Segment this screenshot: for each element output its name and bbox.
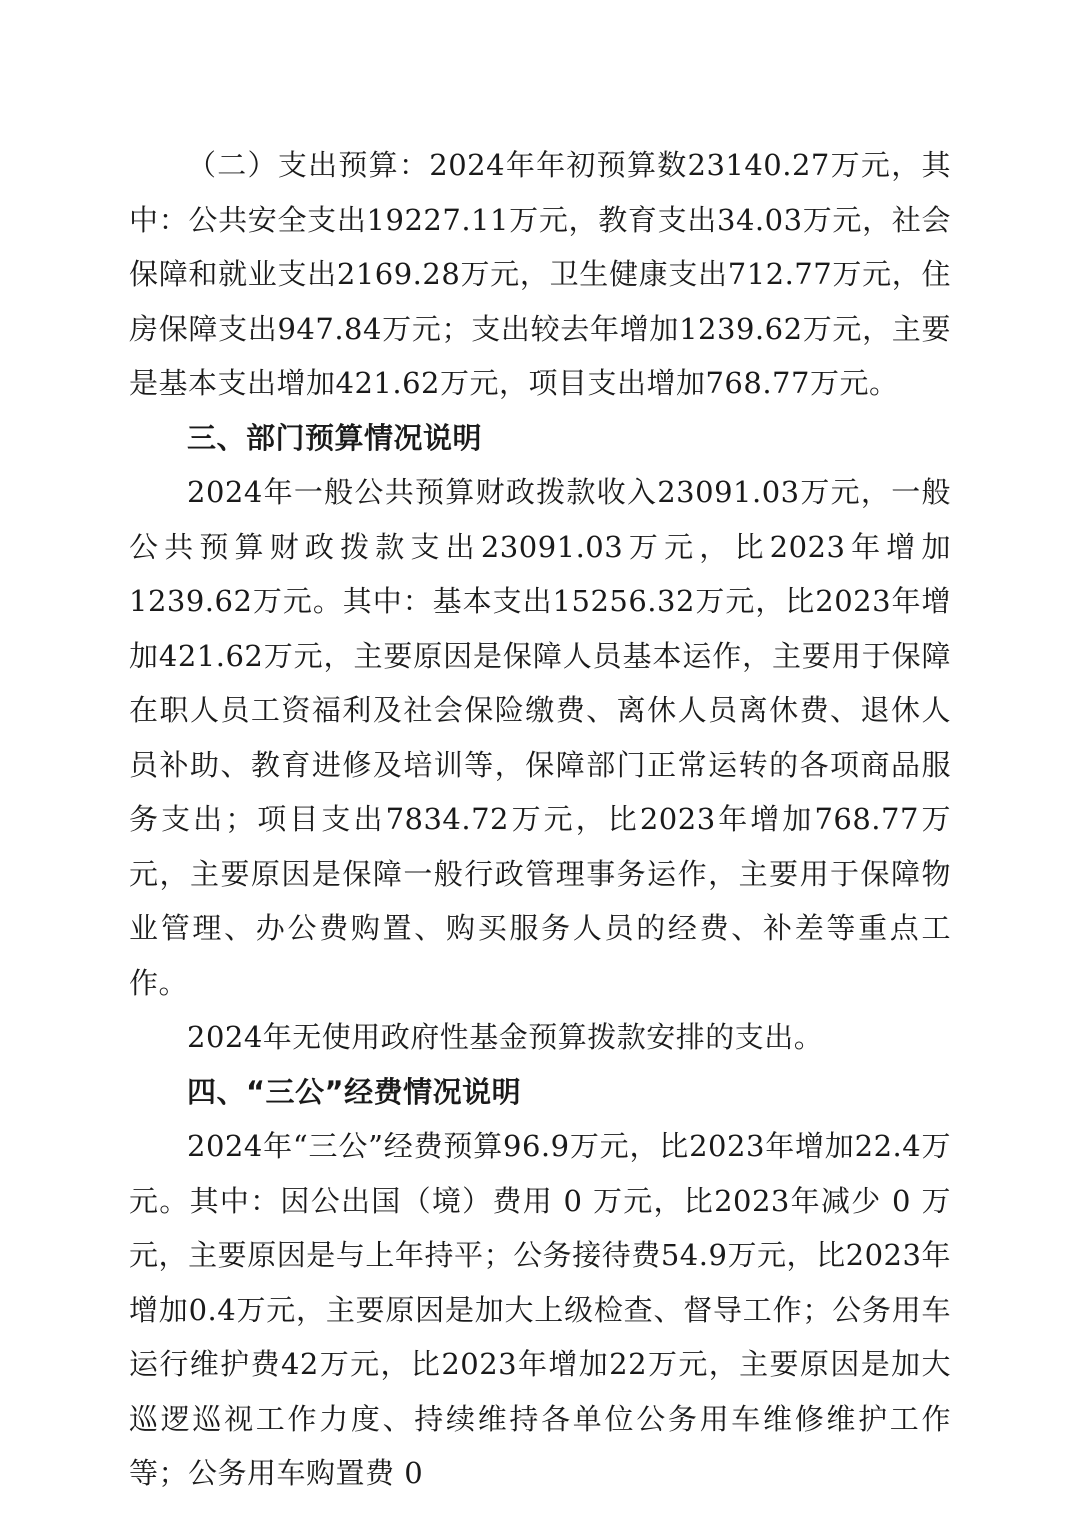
- expenditure-budget-paragraph: （二）支出预算：2024年年初预算数23140.27万元，其中：公共安全支出19227.11万元，教育支出34.03万元，社会保障和就业支出2169.28万元，卫生健康支出712.77万元，住房保障支出947.84万元；支出较去年增加1239.62万元，主要是基本支出增加421.62万元，项目支出增加768.77万元。: [129, 148, 951, 400]
- section-heading-three-public-expenses: 四、“三公”经费情况说明: [187, 1074, 522, 1109]
- section-heading-department-budget: 三、部门预算情况说明: [187, 420, 483, 455]
- government-fund-paragraph: 2024年无使用政府性基金预算拨款安排的支出。: [187, 1020, 824, 1054]
- document-page: [129, 138, 951, 1501]
- general-budget-paragraph: 2024年一般公共预算财政拨款收入23091.03万元，一般公共预算财政拨款支出23091.03万元，比2023年增加1239.62万元。其中：基本支出15256.32万元，比2023年增加421.62万元，主要原因是保障人员基本运作，主要用于保障在职人员工资福利及社会保险缴费、离休人员离休费、退休人员补助、教育进修及培训等，保障部门正常运转的各项商品服务支出；项目支出7834.72万元，比2023年增加768.77万元，主要原因是保障一般行政管理事务运作，主要用于保障物业管理、办公费购置、购买服务人员的经费、补差等重点工作。: [129, 475, 951, 1000]
- three-public-expenses-paragraph: 2024年“三公”经费预算96.9万元，比2023年增加22.4万元。其中：因公出国（境）费用 0 万元，比2023年减少 0 万元，主要原因是与上年持平；公务接待费54.9万元，比2023年增加0.4万元，主要原因是加大上级检查、督导工作；公务用车运行维护费42万元，比2023年增加22万元，主要原因是加大巡逻巡视工作力度、持续维持各单位公务用车维修维护工作等；公务用车购置费 0: [129, 1129, 951, 1490]
